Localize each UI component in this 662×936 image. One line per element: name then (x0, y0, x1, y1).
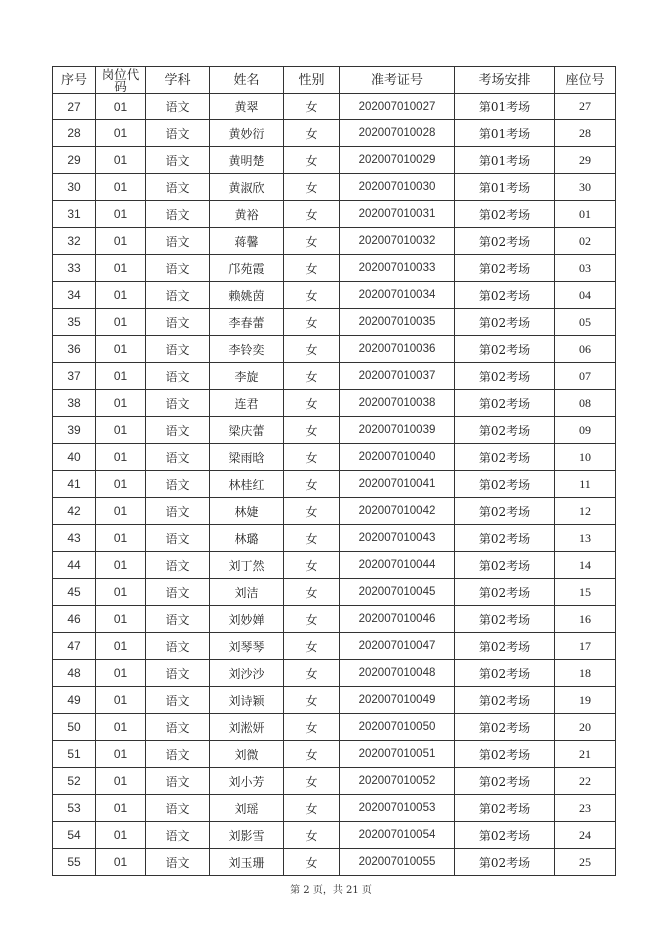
table-row (53, 282, 616, 309)
cell-name: 李春蕾 (210, 309, 284, 336)
cell-position-code: 01 (96, 525, 146, 552)
table-row (53, 255, 616, 282)
header-seat-number: 座位号 (555, 67, 616, 94)
cell-subject: 语文 (146, 363, 210, 390)
cell-gender: 女 (284, 201, 340, 228)
cell-subject: 语文 (146, 552, 210, 579)
table-row (53, 795, 616, 822)
cell-gender: 女 (284, 255, 340, 282)
cell-exam-room: 第02考场 (455, 579, 555, 606)
cell-subject: 语文 (146, 471, 210, 498)
cell-position-code: 01 (96, 174, 146, 201)
table-row (53, 201, 616, 228)
page-footer: 第 2 页，共 21 页 (290, 885, 372, 896)
cell-name: 黄明楚 (210, 147, 284, 174)
table-row (53, 552, 616, 579)
cell-name: 刘沙沙 (210, 660, 284, 687)
cell-exam-room: 第02考场 (455, 390, 555, 417)
header-gender: 性别 (284, 67, 340, 94)
table-row (53, 606, 616, 633)
table-row (53, 309, 616, 336)
cell-position-code: 01 (96, 309, 146, 336)
cell-name: 林璐 (210, 525, 284, 552)
cell-name: 刘小芳 (210, 768, 284, 795)
cell-seat-number: 13 (555, 525, 616, 552)
cell-admission-ticket-number: 202007010044 (340, 552, 455, 579)
cell-serial-number: 34 (53, 282, 96, 309)
cell-gender: 女 (284, 498, 340, 525)
header-name: 姓名 (210, 67, 284, 94)
cell-subject: 语文 (146, 633, 210, 660)
cell-position-code: 01 (96, 552, 146, 579)
cell-subject: 语文 (146, 714, 210, 741)
cell-subject: 语文 (146, 525, 210, 552)
cell-admission-ticket-number: 202007010048 (340, 660, 455, 687)
cell-seat-number: 25 (555, 849, 616, 876)
table-body (53, 94, 616, 876)
cell-exam-room: 第02考场 (455, 201, 555, 228)
cell-name: 刘琴琴 (210, 633, 284, 660)
table-row (53, 174, 616, 201)
cell-gender: 女 (284, 606, 340, 633)
cell-seat-number: 12 (555, 498, 616, 525)
cell-position-code: 01 (96, 633, 146, 660)
cell-exam-room: 第02考场 (455, 633, 555, 660)
cell-gender: 女 (284, 795, 340, 822)
cell-serial-number: 33 (53, 255, 96, 282)
cell-subject: 语文 (146, 579, 210, 606)
cell-name: 李旋 (210, 363, 284, 390)
cell-subject: 语文 (146, 795, 210, 822)
cell-subject: 语文 (146, 309, 210, 336)
cell-serial-number: 51 (53, 741, 96, 768)
cell-admission-ticket-number: 202007010055 (340, 849, 455, 876)
cell-name: 黄妙衍 (210, 120, 284, 147)
cell-gender: 女 (284, 471, 340, 498)
cell-exam-room: 第02考场 (455, 687, 555, 714)
cell-serial-number: 27 (53, 94, 96, 120)
cell-seat-number: 21 (555, 741, 616, 768)
cell-name: 刘瑶 (210, 795, 284, 822)
cell-admission-ticket-number: 202007010031 (340, 201, 455, 228)
cell-name: 林桂红 (210, 471, 284, 498)
cell-seat-number: 01 (555, 201, 616, 228)
table-row (53, 498, 616, 525)
cell-name: 赖姚茵 (210, 282, 284, 309)
cell-admission-ticket-number: 202007010039 (340, 417, 455, 444)
cell-subject: 语文 (146, 228, 210, 255)
cell-serial-number: 36 (53, 336, 96, 363)
cell-seat-number: 03 (555, 255, 616, 282)
cell-admission-ticket-number: 202007010029 (340, 147, 455, 174)
table-row (53, 633, 616, 660)
cell-exam-room: 第02考场 (455, 444, 555, 471)
cell-gender: 女 (284, 822, 340, 849)
cell-exam-room: 第02考场 (455, 768, 555, 795)
cell-subject: 语文 (146, 660, 210, 687)
cell-seat-number: 15 (555, 579, 616, 606)
cell-serial-number: 32 (53, 228, 96, 255)
cell-serial-number: 53 (53, 795, 96, 822)
cell-name: 刘丁然 (210, 552, 284, 579)
table-row (53, 363, 616, 390)
cell-subject: 语文 (146, 687, 210, 714)
cell-admission-ticket-number: 202007010047 (340, 633, 455, 660)
cell-subject: 语文 (146, 768, 210, 795)
table-row (53, 822, 616, 849)
cell-exam-room: 第02考场 (455, 282, 555, 309)
cell-serial-number: 38 (53, 390, 96, 417)
cell-name: 黄淑欣 (210, 174, 284, 201)
cell-admission-ticket-number: 202007010051 (340, 741, 455, 768)
table-row (53, 94, 616, 120)
table-row (53, 741, 616, 768)
cell-position-code: 01 (96, 282, 146, 309)
cell-position-code: 01 (96, 660, 146, 687)
cell-gender: 女 (284, 444, 340, 471)
cell-exam-room: 第02考场 (455, 741, 555, 768)
cell-subject: 语文 (146, 201, 210, 228)
cell-name: 刘影雪 (210, 822, 284, 849)
cell-gender: 女 (284, 768, 340, 795)
cell-position-code: 01 (96, 201, 146, 228)
cell-gender: 女 (284, 714, 340, 741)
cell-name: 黄裕 (210, 201, 284, 228)
cell-admission-ticket-number: 202007010049 (340, 687, 455, 714)
cell-serial-number: 54 (53, 822, 96, 849)
table-row (53, 444, 616, 471)
cell-subject: 语文 (146, 336, 210, 363)
table-row (53, 579, 616, 606)
cell-gender: 女 (284, 282, 340, 309)
cell-name: 梁雨晗 (210, 444, 284, 471)
table-row (53, 849, 616, 876)
cell-admission-ticket-number: 202007010038 (340, 390, 455, 417)
cell-serial-number: 47 (53, 633, 96, 660)
cell-exam-room: 第02考场 (455, 849, 555, 876)
cell-position-code: 01 (96, 822, 146, 849)
cell-exam-room: 第02考场 (455, 228, 555, 255)
cell-position-code: 01 (96, 714, 146, 741)
cell-seat-number: 11 (555, 471, 616, 498)
cell-admission-ticket-number: 202007010028 (340, 120, 455, 147)
cell-admission-ticket-number: 202007010045 (340, 579, 455, 606)
cell-seat-number: 22 (555, 768, 616, 795)
cell-serial-number: 48 (53, 660, 96, 687)
cell-seat-number: 05 (555, 309, 616, 336)
cell-position-code: 01 (96, 147, 146, 174)
cell-exam-room: 第02考场 (455, 525, 555, 552)
cell-admission-ticket-number: 202007010036 (340, 336, 455, 363)
cell-seat-number: 20 (555, 714, 616, 741)
cell-serial-number: 46 (53, 606, 96, 633)
cell-subject: 语文 (146, 849, 210, 876)
cell-exam-room: 第02考场 (455, 498, 555, 525)
cell-gender: 女 (284, 390, 340, 417)
cell-subject: 语文 (146, 822, 210, 849)
cell-position-code: 01 (96, 471, 146, 498)
cell-serial-number: 28 (53, 120, 96, 147)
table-row (53, 687, 616, 714)
cell-seat-number: 23 (555, 795, 616, 822)
cell-position-code: 01 (96, 390, 146, 417)
cell-name: 邝苑霞 (210, 255, 284, 282)
cell-admission-ticket-number: 202007010043 (340, 525, 455, 552)
cell-serial-number: 43 (53, 525, 96, 552)
cell-seat-number: 28 (555, 120, 616, 147)
header-serial-number: 序号 (53, 67, 96, 94)
cell-gender: 女 (284, 849, 340, 876)
cell-serial-number: 31 (53, 201, 96, 228)
cell-serial-number: 50 (53, 714, 96, 741)
cell-gender: 女 (284, 633, 340, 660)
cell-exam-room: 第02考场 (455, 795, 555, 822)
header-subject: 学科 (146, 67, 210, 94)
cell-name: 林婕 (210, 498, 284, 525)
cell-gender: 女 (284, 336, 340, 363)
cell-exam-room: 第02考场 (455, 822, 555, 849)
cell-exam-room: 第02考场 (455, 714, 555, 741)
cell-subject: 语文 (146, 174, 210, 201)
cell-seat-number: 27 (555, 94, 616, 120)
cell-seat-number: 24 (555, 822, 616, 849)
cell-gender: 女 (284, 363, 340, 390)
cell-seat-number: 04 (555, 282, 616, 309)
cell-seat-number: 07 (555, 363, 616, 390)
cell-admission-ticket-number: 202007010052 (340, 768, 455, 795)
cell-exam-room: 第01考场 (455, 147, 555, 174)
cell-seat-number: 29 (555, 147, 616, 174)
cell-gender: 女 (284, 147, 340, 174)
cell-admission-ticket-number: 202007010040 (340, 444, 455, 471)
cell-admission-ticket-number: 202007010030 (340, 174, 455, 201)
cell-admission-ticket-number: 202007010046 (340, 606, 455, 633)
cell-admission-ticket-number: 202007010034 (340, 282, 455, 309)
cell-serial-number: 45 (53, 579, 96, 606)
cell-name: 刘诗颖 (210, 687, 284, 714)
cell-subject: 语文 (146, 417, 210, 444)
cell-gender: 女 (284, 579, 340, 606)
cell-gender: 女 (284, 174, 340, 201)
table-row (53, 228, 616, 255)
table-row (53, 660, 616, 687)
cell-seat-number: 08 (555, 390, 616, 417)
cell-gender: 女 (284, 228, 340, 255)
cell-name: 李铃奕 (210, 336, 284, 363)
cell-name: 连君 (210, 390, 284, 417)
cell-serial-number: 52 (53, 768, 96, 795)
cell-position-code: 01 (96, 363, 146, 390)
cell-position-code: 01 (96, 255, 146, 282)
header-position-code: 岗位代码 (96, 67, 146, 94)
cell-admission-ticket-number: 202007010050 (340, 714, 455, 741)
cell-serial-number: 39 (53, 417, 96, 444)
cell-exam-room: 第02考场 (455, 606, 555, 633)
cell-name: 刘微 (210, 741, 284, 768)
header-admission-ticket-number: 准考证号 (340, 67, 455, 94)
cell-exam-room: 第02考场 (455, 660, 555, 687)
cell-position-code: 01 (96, 417, 146, 444)
cell-serial-number: 55 (53, 849, 96, 876)
cell-gender: 女 (284, 552, 340, 579)
cell-name: 梁庆蕾 (210, 417, 284, 444)
cell-seat-number: 17 (555, 633, 616, 660)
cell-serial-number: 29 (53, 147, 96, 174)
cell-exam-room: 第01考场 (455, 94, 555, 120)
cell-seat-number: 14 (555, 552, 616, 579)
cell-seat-number: 02 (555, 228, 616, 255)
cell-serial-number: 37 (53, 363, 96, 390)
roster-sheet (52, 66, 615, 876)
cell-admission-ticket-number: 202007010027 (340, 94, 455, 120)
cell-exam-room: 第02考场 (455, 255, 555, 282)
cell-name: 刘洁 (210, 579, 284, 606)
cell-position-code: 01 (96, 579, 146, 606)
cell-exam-room: 第02考场 (455, 417, 555, 444)
cell-serial-number: 35 (53, 309, 96, 336)
cell-position-code: 01 (96, 687, 146, 714)
cell-name: 蒋馨 (210, 228, 284, 255)
cell-subject: 语文 (146, 282, 210, 309)
table-row (53, 714, 616, 741)
cell-position-code: 01 (96, 94, 146, 120)
cell-name: 刘妙婵 (210, 606, 284, 633)
cell-subject: 语文 (146, 498, 210, 525)
cell-position-code: 01 (96, 444, 146, 471)
cell-position-code: 01 (96, 336, 146, 363)
cell-subject: 语文 (146, 444, 210, 471)
cell-gender: 女 (284, 525, 340, 552)
cell-seat-number: 16 (555, 606, 616, 633)
cell-admission-ticket-number: 202007010054 (340, 822, 455, 849)
cell-subject: 语文 (146, 255, 210, 282)
table-row (53, 768, 616, 795)
cell-position-code: 01 (96, 741, 146, 768)
table-row (53, 390, 616, 417)
cell-position-code: 01 (96, 228, 146, 255)
cell-exam-room: 第02考场 (455, 363, 555, 390)
cell-position-code: 01 (96, 795, 146, 822)
cell-position-code: 01 (96, 768, 146, 795)
cell-seat-number: 19 (555, 687, 616, 714)
cell-gender: 女 (284, 120, 340, 147)
exam-roster-table (52, 66, 616, 876)
cell-seat-number: 06 (555, 336, 616, 363)
cell-exam-room: 第02考场 (455, 336, 555, 363)
table-row (53, 471, 616, 498)
cell-gender: 女 (284, 309, 340, 336)
cell-gender: 女 (284, 741, 340, 768)
cell-subject: 语文 (146, 147, 210, 174)
cell-admission-ticket-number: 202007010032 (340, 228, 455, 255)
cell-exam-room: 第02考场 (455, 552, 555, 579)
cell-admission-ticket-number: 202007010033 (340, 255, 455, 282)
cell-serial-number: 41 (53, 471, 96, 498)
cell-serial-number: 30 (53, 174, 96, 201)
cell-name: 刘淞妍 (210, 714, 284, 741)
cell-position-code: 01 (96, 606, 146, 633)
header-exam-room: 考场安排 (455, 67, 555, 94)
cell-gender: 女 (284, 660, 340, 687)
table-row (53, 417, 616, 444)
cell-subject: 语文 (146, 94, 210, 120)
cell-position-code: 01 (96, 849, 146, 876)
cell-gender: 女 (284, 94, 340, 120)
cell-admission-ticket-number: 202007010037 (340, 363, 455, 390)
cell-seat-number: 10 (555, 444, 616, 471)
cell-serial-number: 44 (53, 552, 96, 579)
cell-seat-number: 18 (555, 660, 616, 687)
cell-subject: 语文 (146, 120, 210, 147)
cell-position-code: 01 (96, 498, 146, 525)
table-row (53, 525, 616, 552)
cell-seat-number: 09 (555, 417, 616, 444)
cell-serial-number: 40 (53, 444, 96, 471)
table-header-row (53, 67, 616, 94)
cell-exam-room: 第01考场 (455, 120, 555, 147)
cell-admission-ticket-number: 202007010042 (340, 498, 455, 525)
cell-subject: 语文 (146, 390, 210, 417)
table-row (53, 147, 616, 174)
cell-position-code: 01 (96, 120, 146, 147)
cell-seat-number: 30 (555, 174, 616, 201)
cell-name: 黄翠 (210, 94, 284, 120)
table-row (53, 336, 616, 363)
cell-gender: 女 (284, 417, 340, 444)
cell-exam-room: 第02考场 (455, 471, 555, 498)
cell-subject: 语文 (146, 606, 210, 633)
cell-name: 刘玉珊 (210, 849, 284, 876)
cell-admission-ticket-number: 202007010041 (340, 471, 455, 498)
cell-subject: 语文 (146, 741, 210, 768)
cell-admission-ticket-number: 202007010035 (340, 309, 455, 336)
cell-admission-ticket-number: 202007010053 (340, 795, 455, 822)
table-row (53, 120, 616, 147)
cell-serial-number: 42 (53, 498, 96, 525)
cell-gender: 女 (284, 687, 340, 714)
cell-serial-number: 49 (53, 687, 96, 714)
cell-exam-room: 第01考场 (455, 174, 555, 201)
cell-exam-room: 第02考场 (455, 309, 555, 336)
